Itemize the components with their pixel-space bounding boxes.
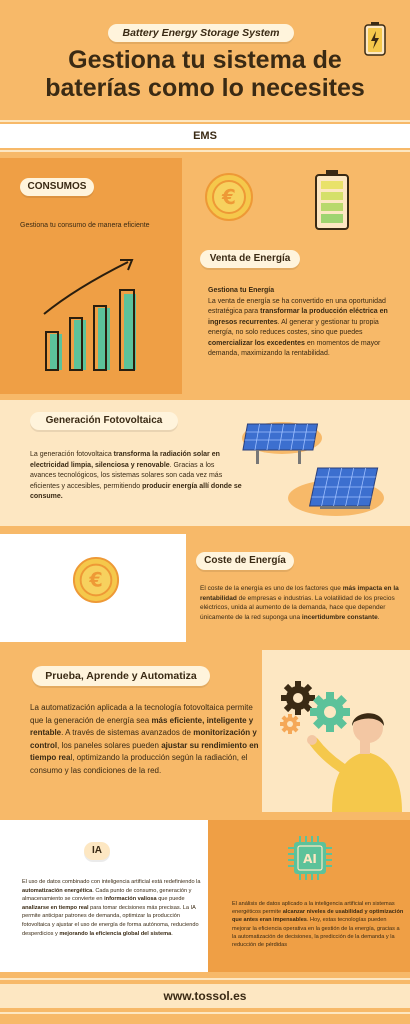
coste-p3: .: [377, 613, 380, 621]
automatiza-p4: l, optimizando la producción según la radiación, el consumo y las condiciones de la red.: [30, 753, 248, 775]
battery-icon: [314, 170, 350, 235]
ia-right-panel: [208, 820, 410, 972]
ia-panel: [0, 820, 208, 972]
venta-b2: comercializar los excedentes: [208, 339, 305, 347]
fotovoltaica-text: [30, 450, 242, 503]
fotovoltaica-b2: producir energía allí donde se consume.: [30, 482, 242, 500]
growth-chart-icon: [36, 254, 146, 379]
page-title: [0, 46, 410, 102]
fotovoltaica-b1: transforma la radiación solar en electricidad limpia, silenciosa y renovable: [30, 451, 220, 469]
ia-b3: analizarse en tiempo real: [22, 904, 89, 911]
solar-panels-icon: [238, 410, 388, 527]
header: [0, 0, 410, 118]
automatiza-panel: [0, 650, 262, 812]
ia-title: IA: [84, 842, 110, 860]
fotovoltaica-section: [0, 400, 410, 526]
ia-b1: automatización energética: [22, 887, 93, 894]
automatiza-p3: , los paneles solares pueden: [57, 740, 162, 750]
footer-url[interactable]: www.tossol.es: [0, 984, 410, 1008]
coste-title: Coste de Energía: [196, 552, 294, 570]
coste-text: [200, 584, 400, 622]
coste-panel: [186, 534, 410, 642]
ia-text: [22, 878, 202, 938]
ia-p2: . Cada punto de consumo, generación y almacenamiento se convierte en: [22, 887, 192, 903]
coste-p2: de empresas e industrias. La volatilidad de los precios eléctricos, unida al aumento de la demanda, hace que depender únicamente de la red suponga una: [200, 594, 395, 621]
euro-coin-icon: [204, 172, 254, 227]
coste-b1: más impacta en la rentabilidad: [200, 585, 399, 602]
page-title-line2: baterías como lo necesites: [45, 74, 365, 102]
ai-chip-icon: [288, 836, 332, 885]
gears-person-icon: [270, 676, 406, 817]
venta-text: [208, 286, 404, 360]
coste-p1: El coste de la energía es uno de los factores que: [200, 585, 343, 592]
consumos-panel: [0, 158, 182, 394]
automatiza-text: [30, 702, 262, 777]
venta-p3: en momentos de mayor demanda, maximizando la rentabilidad.: [208, 339, 381, 357]
automatiza-b3: ajustar su rendimiento en tiempo rea: [30, 740, 259, 762]
ems-bar: EMS: [0, 124, 410, 148]
ia-p5: .: [171, 930, 173, 937]
ia-right-p2: . Hoy, estas tecnologías pueden mejorar la eficiencia operativa en la gestión de la energía, gracias a la automatización de decisiones, la predicción de la demanda y la reducción de pérdidas: [232, 917, 400, 949]
ai-chip-label: AI: [303, 852, 317, 866]
ia-p1: El uso de datos combinado con inteligencia artificial está redefiniendo la: [22, 879, 201, 885]
header-badge: Battery Energy Storage System: [108, 24, 294, 42]
ia-b2: información valiosa: [104, 896, 157, 903]
ia-p3: que puede: [156, 896, 185, 903]
ia-right-p1: El análisis de datos aplicado a la inteligencia artificial en sistemas energéticos permite: [232, 901, 395, 916]
ia-right-text: [232, 900, 404, 949]
fotovoltaica-title: Generación Fotovoltaica: [30, 412, 178, 430]
automatiza-b1: más eficiente, inteligente y rentable: [30, 715, 254, 737]
automatiza-p1: La automatización aplicada a la tecnología fotovoltaica permite que la generación de energía sea: [30, 703, 253, 725]
ia-b4: mejorando la eficiencia global del sistema: [59, 930, 172, 937]
fotovoltaica-p2: . Gracias a los avances tecnológicos, los sistemas solares son cada vez más eficientes y accesibles, permitiendo: [30, 461, 223, 490]
venta-p1: La venta de energía se ha convertido en una oportunidad estratégica para: [208, 297, 386, 315]
venta-title: Venta de Energía: [200, 250, 300, 268]
ia-right-b1: alcanzar niveles de usabilidad y optimización que antes eran impensables: [232, 909, 404, 924]
fotovoltaica-p1: La generación fotovoltaica: [30, 451, 114, 458]
battery-charging-icon: [364, 22, 386, 61]
coste-euro-icon: [72, 556, 120, 609]
automatiza-title: Prueba, Aprende y Automatiza: [32, 666, 210, 686]
consumos-text: Gestiona tu consumo de manera eficiente: [20, 222, 150, 229]
page-title-line1: Gestiona tu sistema de: [68, 46, 342, 74]
venta-subtitle: Gestiona tu Energía: [208, 287, 275, 294]
automatiza-p2: . A través de sistemas avanzados de: [61, 728, 194, 737]
venta-b1: transformar la producción eléctrica en ingresos recurrentes: [208, 308, 388, 326]
coste-b2: incertidumbre constante: [301, 613, 378, 621]
automatiza-art-panel: [262, 650, 410, 812]
svg-text:€: €: [89, 568, 103, 592]
venta-p2: . Al generar y gestionar tu propia energía, no solo reduces costes, sino que puedes: [208, 318, 379, 336]
venta-panel: [182, 158, 410, 394]
ia-p4: para tomar decisiones más precisas. La IA permite anticipar patrones de demanda, optimizar la producción fotovoltaica y ajustar el uso de energía de forma autónoma, reduciendo desperdicios y: [22, 904, 199, 937]
automatiza-b2: monitorización y control: [30, 728, 257, 750]
consumos-title: CONSUMOS: [20, 178, 94, 196]
svg-text:€: €: [222, 185, 236, 209]
